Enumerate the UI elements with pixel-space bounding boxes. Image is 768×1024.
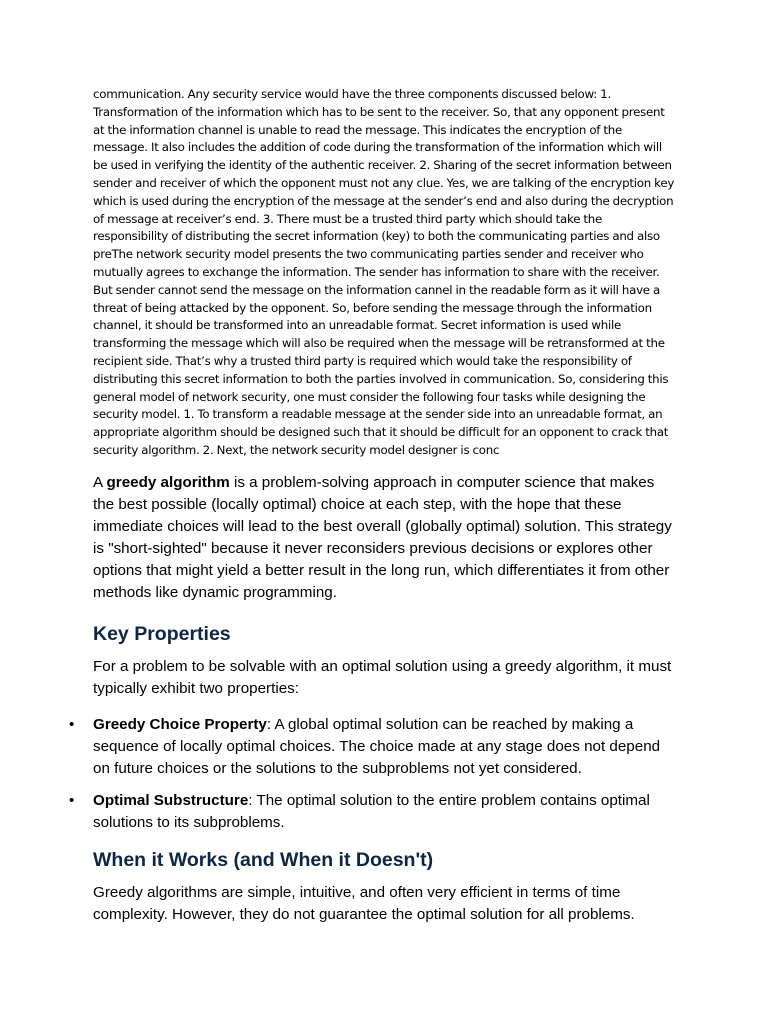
intro-term: greedy algorithm <box>106 473 230 491</box>
intro-rest: is a problem-solving approach in computer science that makes the best possible (locally optimal) choice at each step, with the hope that these immediate choices will lead to the best overall (globally optimal) solution. This strategy is "short-sighted" because it never reconsiders previous decisions or explores other options that might yield a better result in the long run, which differentiates it from other methods like dynamic programming. <box>93 473 672 601</box>
list-item-optimal-substructure <box>69 790 678 834</box>
property-term: Greedy Choice Property <box>93 715 267 733</box>
greedy-intro-paragraph <box>93 472 678 604</box>
list-item-greedy-choice <box>69 714 678 780</box>
bullet-glyph: • <box>69 791 75 809</box>
key-properties-lead: For a problem to be solvable with an optimal solution using a greedy algorithm, it must typically exhibit two properties: <box>93 657 672 697</box>
property-term: Optimal Substructure <box>93 791 249 809</box>
document-page <box>69 86 678 926</box>
bullet-glyph: • <box>69 715 75 733</box>
intro-prefix: A <box>93 473 107 491</box>
when-it-works-heading: When it Works (and When it Doesn't) <box>93 848 434 871</box>
security-model-excerpt: communication. Any security service would have the three components discussed below: 1. Transformation of the information which has to be sent to the receiver. So, that any opponent present at the information channel is unable to read the message. This indicates the encryption of the message. It also includes the addition of code during the transformation of the information which will be used in verifying the identity of the authentic receiver. 2. Sharing of the secret information between sender and receiver of which the opponent must not any clue. Yes, we are talking of the encryption key which is used during the encryption of the message at the sender’s end and also during the decryption of message at receiver’s end. 3. There must be a trusted third party which should take the responsibility of distributing the secret information (key) to both the communicating parties and also preThe network security model presents the two communicating parties sender and receiver who mutually agrees to exchange the information. The sender has information to share with the receiver. But sender cannot send the message on the information cannel in the readable form as it will have a threat of being attacked by the opponent. So, before sending the message through the information channel, it should be transformed into an unreadable format. Secret information is used while transforming the message which will also be required when the message will be retransformed at the recipient side. That’s why a trusted third party is required which would take the responsibility of distributing this secret information to both the parties involved in communication. So, considering this general model of network security, one must consider the following four tasks while designing the security model. 1. To transform a readable message at the sender side into an unreadable format, an appropriate algorithm should be designed such that it should be difficult for an opponent to crack that security algorithm. 2. Next, the network security model designer is conc <box>93 87 675 457</box>
property-text: : A global optimal solution can be reached by making a sequence of locally optimal choices. The choice made at any stage does not depend on future choices or the solutions to the subproblems not yet considered. <box>93 715 661 777</box>
properties-list <box>69 714 678 834</box>
property-text: : The optimal solution to the entire problem contains optimal solutions to its subproblems. <box>93 791 650 831</box>
key-properties-heading: Key Properties <box>93 622 231 645</box>
when-it-works-paragraph: Greedy algorithms are simple, intuitive, and often very efficient in terms of time complexity. However, they do not guarantee the optimal solution for all problems. <box>93 883 635 923</box>
